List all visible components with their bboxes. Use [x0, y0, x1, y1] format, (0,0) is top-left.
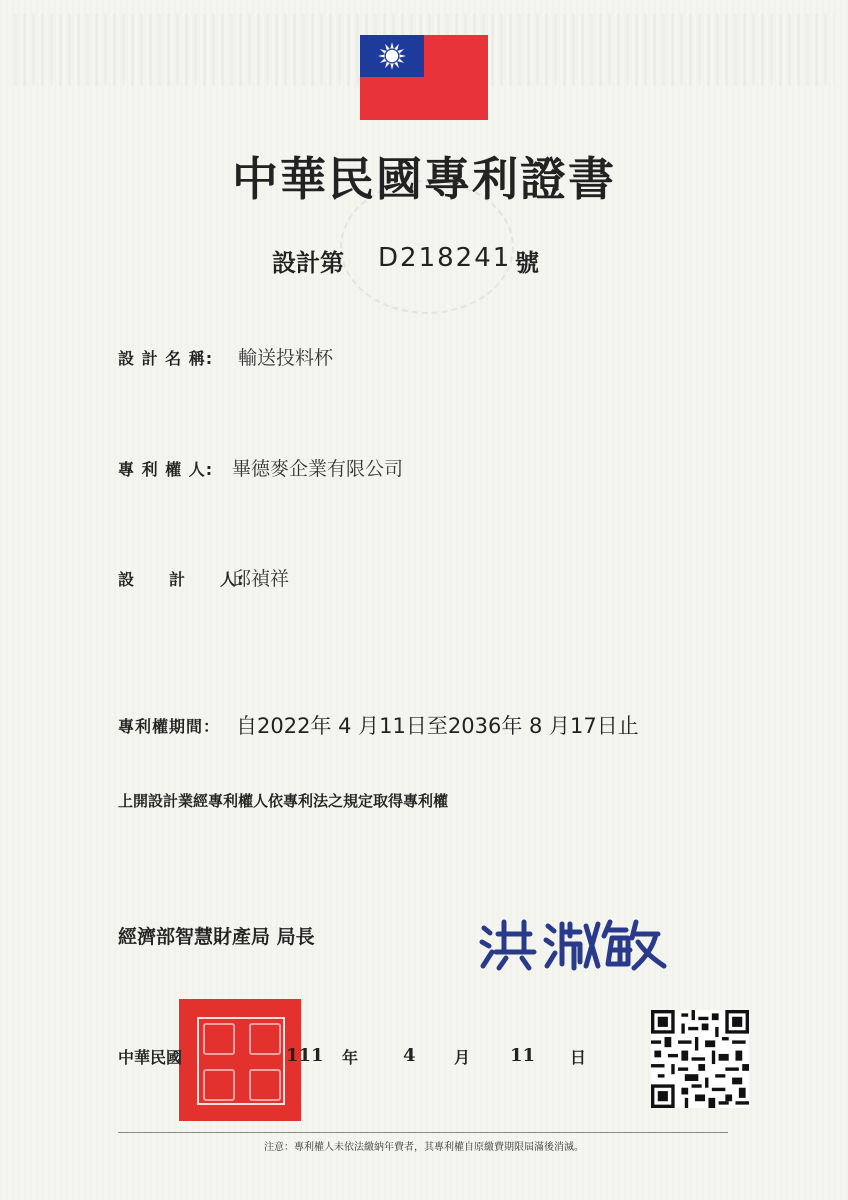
certificate-number: D218241	[378, 243, 512, 273]
official-seal	[179, 999, 301, 1121]
qr-code	[651, 1010, 749, 1108]
seal-glyph	[249, 1069, 281, 1101]
issue-month-unit: 月	[454, 1048, 471, 1067]
grant-statement: 上開設計業經專利權人依專利法之規定取得專利權	[118, 792, 449, 810]
national-flag	[360, 35, 488, 120]
design-name-value: 輸送投料杯	[238, 347, 334, 369]
issue-date-prefix: 中華民國	[118, 1048, 183, 1067]
issue-day: 11	[510, 1045, 536, 1066]
issue-month: 4	[403, 1045, 416, 1066]
director-signature	[478, 912, 668, 974]
footer-divider	[118, 1132, 728, 1133]
issue-year: 111	[286, 1045, 324, 1066]
issuer-title: 經濟部智慧財產局 局長	[118, 926, 315, 948]
patentee-label: 專 利 權 人:	[118, 460, 214, 479]
patent-period-value: 自2022年 4 月11日至2036年 8 月17日止	[236, 714, 639, 738]
issue-day-unit: 日	[570, 1048, 587, 1067]
certificate-suffix: 號	[515, 249, 539, 277]
seal-glyph	[203, 1069, 235, 1101]
seal-glyph	[249, 1023, 281, 1055]
designer-label: 設 計 人:	[118, 570, 245, 589]
certificate-prefix: 設計第	[272, 249, 344, 277]
sun-icon	[377, 41, 407, 71]
patent-period-label: 專利權期間：	[118, 717, 221, 736]
designer-value: 邱禎祥	[232, 568, 290, 590]
issue-year-unit: 年	[342, 1048, 359, 1067]
seal-glyph	[203, 1023, 235, 1055]
page-title: 中華民國專利證書	[232, 152, 616, 206]
patentee-value: 畢德麥企業有限公司	[232, 458, 404, 480]
design-name-label: 設 計 名 稱:	[118, 349, 214, 368]
footer-note: 注意：專利權人未依法繳納年費者，其專利權自原繳費期限屆滿後消滅。	[264, 1142, 584, 1153]
